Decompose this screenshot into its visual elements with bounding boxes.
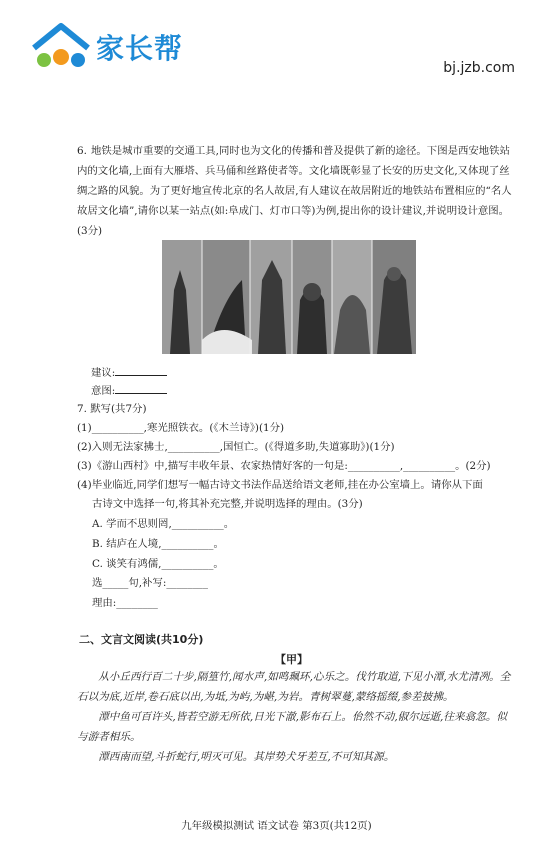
site-url: bj.jzb.com (443, 60, 515, 76)
logo-text: 家长帮 (96, 32, 184, 65)
question-7-title: 7. 默写(共7分) (77, 403, 147, 415)
classic-passage (77, 667, 517, 767)
intent-line (91, 382, 167, 400)
q7-reason-line: 理由:________ (92, 597, 158, 609)
page-footer: 九年级模拟测试 语文试卷 第3页(共12页) (181, 820, 372, 832)
passage-paragraph-1: 从小丘西行百二十步,隔篁竹,闻水声,如鸣珮环,心乐之。伐竹取道,下见小潭,水尤清冽。全石以为底,近岸,卷石底以出,为坻,为屿,为嵁,为岩。青树翠蔓,蒙络摇缀,参差披拂。 (77, 671, 511, 703)
q7-item-3: (3)《游山西村》中,描写丰收年景、农家热情好客的一句是:__________,__________。(2分) (77, 460, 491, 472)
q7-item-4-line2: 古诗文中选择一句,将其补充完整,并说明选择的理由。(3分) (92, 498, 363, 510)
q7-choose-line: 选_____句,补写:________ (92, 577, 208, 589)
intent-blank (115, 382, 167, 394)
suggestion-line (91, 364, 167, 382)
house-logo-icon (30, 22, 92, 72)
q7-item-1: (1)__________,寒光照铁衣。(《木兰诗》)(1分) (77, 422, 285, 434)
suggestion-label: 建议: (91, 367, 116, 379)
q7-option-a: A. 学而不思则罔,__________。 (92, 518, 235, 530)
question-6-text: 地铁是城市重要的交通工具,同时也为文化的传播和普及提供了新的途径。下图是西安地铁站内的文化墙,上面有大雁塔、兵马俑和丝路使者等。文化墙既彰显了长安的历史文化,又体现了丝绸之路的风貌。为了更好地宣传北京的名人故居,有人建议在故居附近的地铁站布置相应的“名人故居文化墙”,请你以某一站点(如:阜成门、灯市口等)为例,提出你的设计建议,并说明设计意图。(3分) (77, 145, 512, 237)
question-6 (77, 141, 517, 241)
q7-item-4-line1: (4)毕业临近,同学们想写一幅古诗文书法作品送给语文老师,挂在办公室墙上。请你从下面 (77, 479, 483, 491)
section-title: 二、文言文阅读(共10分) (79, 633, 204, 646)
question-number: 6. (77, 145, 87, 157)
brand-logo (30, 22, 183, 72)
intent-label: 意图: (91, 385, 116, 397)
culture-wall-image (162, 240, 416, 354)
q7-option-b: B. 结庐在人境,__________。 (92, 538, 224, 550)
q7-item-2: (2)入则无法家拂士,__________,国恒亡。(《得道多助,失道寡助》)(1分) (77, 441, 395, 453)
passage-paragraph-3: 潭西南而望,斗折蛇行,明灭可见。其岸势犬牙差互,不可知其源。 (98, 751, 395, 763)
passage-label: 【甲】 (275, 653, 308, 666)
passage-paragraph-2: 潭中鱼可百许头,皆若空游无所依,日光下澈,影布石上。佁然不动,俶尔远逝,往来翕忽。似与游者相乐。 (77, 711, 507, 743)
q7-option-c: C. 谈笑有鸿儒,__________。 (92, 558, 224, 570)
suggestion-blank (115, 364, 167, 376)
